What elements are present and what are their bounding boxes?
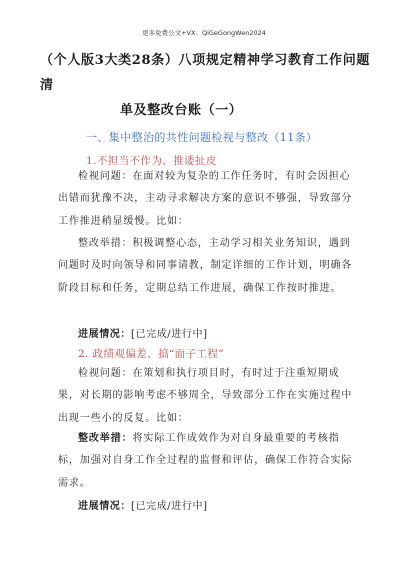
item-2-fix-paragraph [58,428,358,495]
item-1-check-text: 检视问题：在面对较为复杂的工作任务时，有时会因担心出错而犹豫不决，主动寻求解决方案的意识不够强，导致部分工作推进稍显缓慢。比如： [58,171,353,227]
item-1-heading: 1.不担当不作为、推诿扯皮 [86,155,217,167]
item-1-fix-body: 积极调整心态，主动学习相关业务知识，遇到问题时及时向领导和同事请教，制定详细的工作计划，明确各阶段目标和任务，定期总结工作进展，确保工作按时推进。 [58,238,353,294]
item-2-heading: 2. 政绩观偏差、搞“面子工程” [78,348,224,360]
item-2-progress-label: 进展情况： [78,501,131,512]
title-line-1: （个人版3大类28条）八项规定精神学习教育工作问题清 [40,53,370,93]
item-1-check-paragraph [58,166,358,233]
item-2-progress [78,497,208,512]
item-1-fix-label: 整改举措： [78,238,133,249]
item-2-fix-text [58,428,358,495]
document-title [40,48,370,123]
section-heading: 一、集中整治的共性问题检视与整改（11条） [86,131,318,144]
item-1-fix-paragraph [58,233,358,300]
item-1-progress-label: 进展情况： [78,329,131,340]
item-2-progress-value: [已完成/进行中] [131,501,208,512]
title-line-2: 单及整改台账（一） [120,103,243,118]
item-2-check-paragraph [58,363,358,430]
item-1-fix-text [58,233,358,300]
item-2-check-text: 检视问题：在策划和执行项目时，有时过于注重短期成果，对长期的影响考虑不够周全，导致部分工作在实施过程中出现一些小的反复。比如： [58,368,353,424]
item-2-fix-body: 将实际工作成效作为对自身最重要的考核指标，加强对自身工作全过程的监督和评估，确保工作符合实际需求。 [58,433,353,489]
header-watermark: 更多免费公文+VX：QiGeGongWen2024 [142,29,266,37]
item-1-progress [78,325,208,340]
item-2-fix-label: 整改举措： [78,433,133,444]
item-1-progress-value: [已完成/进行中] [131,329,208,340]
